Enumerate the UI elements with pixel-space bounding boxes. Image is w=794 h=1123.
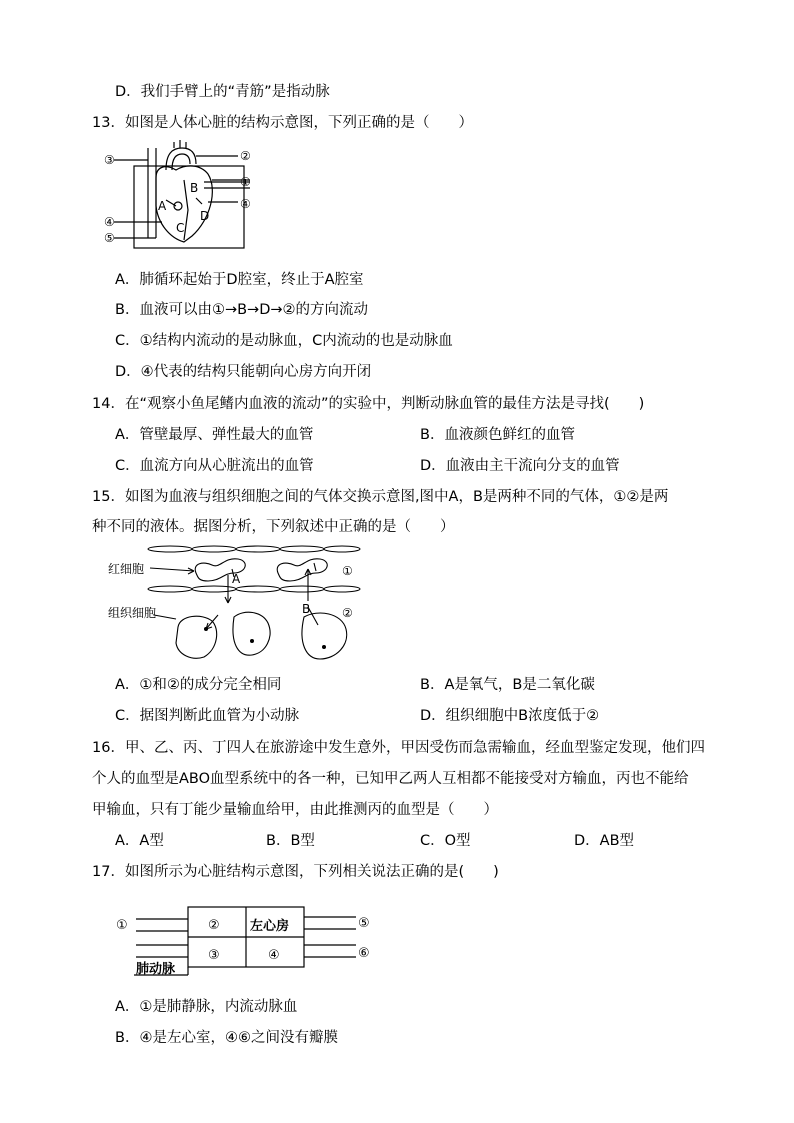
q14-stem: 14．在“观察小鱼尾鳍内血液的流动”的实验中，判断动脉血管的最佳方法是寻找( ) [92,396,645,412]
q13-chamber-c: C [176,221,185,235]
q16-stem-line3: 甲输血，只有丁能少量输血给甲，由此推测丙的血型是（ ） [92,802,498,818]
q14-option-a: A．管壁最厚、弹性最大的血管 [115,427,314,443]
q15-option-d: D．组织细胞中B浓度低于② [420,708,600,724]
q17-label-3: ③ [208,948,220,963]
q17-label-4: ④ [268,948,280,963]
q15-label-2: ② [342,606,353,620]
q15-stem-line2: 种不同的液体。据图分析，下列叙述中正确的是（ ） [92,519,455,535]
q13-option-d: D．④代表的结构只能朝向心房方向开闭 [115,364,372,380]
prev-option-d: D．我们手臂上的“青筋”是指动脉 [115,84,330,100]
q15-label-rbc: 红细胞 [108,562,145,576]
q13-option-c: C．①结构内流动的是动脉血，C内流动的也是动脉血 [115,333,453,349]
q15-gas-exchange-figure [108,543,368,668]
q15-stem-line1: 15．如图为血液与组织细胞之间的气体交换示意图,图中A，B是两种不同的气体，①②是两 [92,489,669,505]
q14-option-d: D．血液由主干流向分支的血管 [420,458,620,474]
q17-label-5: ⑤ [358,916,370,931]
q13-chamber-b: B [190,181,199,195]
q13-label-3: ③ [104,153,115,167]
q17-stem: 17．如图所示为心脏结构示意图，下列相关说法正确的是( ) [92,864,499,880]
q15-label-a: A [232,572,241,586]
q15-option-b: B．A是氧气，B是二氧化碳 [420,677,595,693]
q15-label-b: B [302,602,311,616]
q16-stem-line2: 个人的血型是ABO血型系统中的各一种，已知甲乙两人互相都不能接受对方输血，丙也不能给 [92,771,689,787]
q17-label-6: ⑥ [358,946,370,961]
q13-label-4: ④ [104,215,115,229]
q14-option-b: B．血液颜色鲜红的血管 [420,427,575,443]
q15-label-1: ① [342,564,353,578]
q13-option-a: A．肺循环起始于D腔室，终止于A腔室 [115,272,364,288]
q13-chamber-a: A [158,199,167,213]
q17-label-1: ① [116,918,128,933]
q15-option-c: C．据图判断此血管为小动脉 [115,708,300,724]
q13-heart-figure [100,140,270,252]
q13-label-2: ② [240,149,251,163]
q16-option-a: A．A型 [115,833,164,849]
q13-option-b: B．血液可以由①→B→D→②的方向流动 [115,302,369,318]
q14-option-c: C．血流方向从心脏流出的血管 [115,458,314,474]
q16-option-b: B．B型 [266,833,315,849]
q16-stem-line1: 16．甲、乙、丙、丁四人在旅游途中发生意外，甲因受伤而急需输血，经血型鉴定发现，他们四 [92,740,705,756]
q17-label-2: ② [208,918,220,933]
q13-label-1: ① [240,175,251,189]
q15-option-a: A．①和②的成分完全相同 [115,677,282,693]
q13-label-5: ⑤ [104,231,115,245]
q16-option-d: D．AB型 [574,833,635,849]
q17-option-b: B．④是左心室，④⑥之间没有瓣膜 [115,1030,338,1046]
q13-stem: 13．如图是人体心脏的结构示意图，下列正确的是（ ） [92,115,473,131]
q17-heart-figure [114,905,376,981]
q17-label-pulmonary-artery: 肺动脉 [136,962,176,977]
q16-option-c: C．O型 [420,833,471,849]
q17-label-left-atrium: 左心房 [250,919,290,934]
q13-chamber-d: D [200,209,210,223]
q15-label-tissue: 组织细胞 [108,606,157,620]
q13-label-4-right: ④ [240,197,251,211]
q17-option-a: A．①是肺静脉，内流动脉血 [115,999,298,1015]
